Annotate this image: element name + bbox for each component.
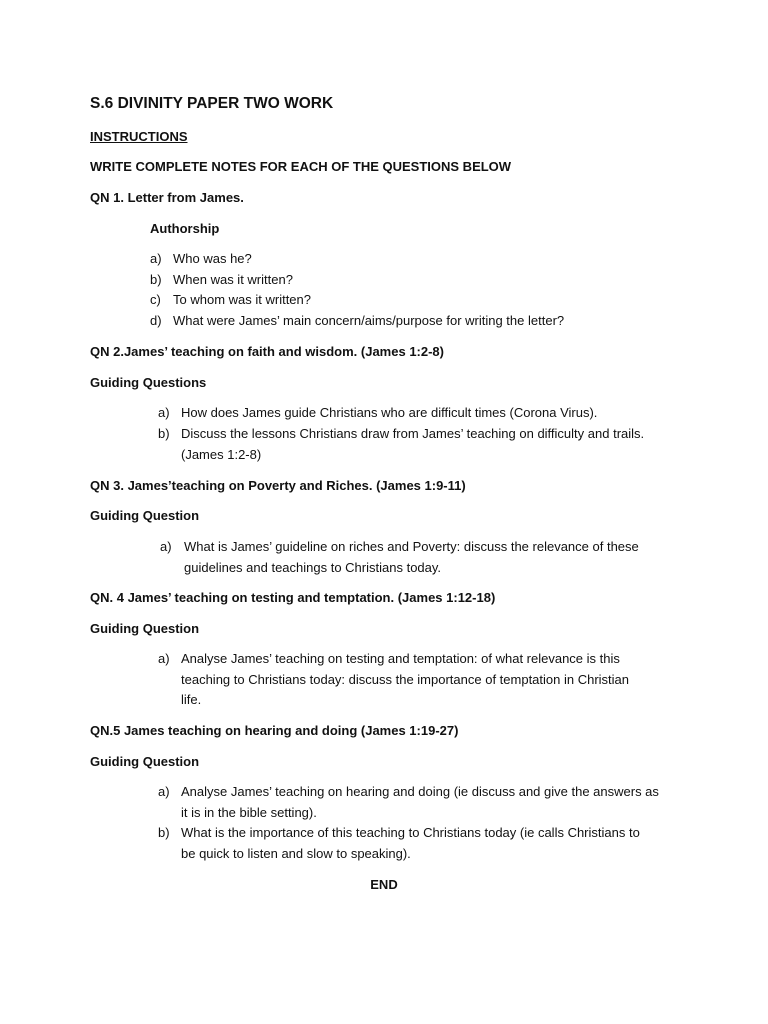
- q5-heading: QN.5 James teaching on hearing and doing (James 1:19-27): [90, 723, 459, 738]
- document-title: S.6 DIVINITY PAPER TWO WORK: [90, 95, 334, 112]
- list-item-text-continued: life.: [181, 692, 202, 707]
- list-marker: a): [158, 405, 170, 420]
- q2-subheading: Guiding Questions: [90, 375, 207, 390]
- list-marker: a): [150, 251, 162, 266]
- list-marker: a): [160, 539, 172, 554]
- q4-subheading: Guiding Question: [90, 621, 200, 636]
- list-marker: a): [158, 651, 170, 666]
- list-item-text-continued: (James 1:2-8): [181, 446, 262, 462]
- list-item-text-continued: it is in the bible setting).: [181, 804, 317, 820]
- list-marker: a): [158, 784, 170, 799]
- list-item-text: What is James’ guideline on riches and Poverty: discuss the relevance of these: [184, 539, 639, 554]
- list-item-text: Discuss the lessons Christians draw from James’ teaching on difficulty and trails.: [181, 426, 645, 441]
- list-item-text: To whom was it written?: [173, 292, 311, 307]
- list-item-text: Who was he?: [173, 251, 252, 266]
- q4-heading: QN. 4 James’ teaching on testing and temptation. (James 1:12-18): [90, 590, 496, 605]
- end-marker: END: [370, 877, 398, 892]
- list-marker: b): [158, 426, 170, 441]
- list-item-text-continued: guidelines and teachings to Christians today.: [184, 559, 442, 575]
- list-item-text: Analyse James’ teaching on testing and temptation: of what relevance is this: [181, 651, 620, 666]
- instructions-text: WRITE COMPLETE NOTES FOR EACH OF THE QUESTIONS BELOW: [90, 159, 512, 174]
- q3-heading: QN 3. James’teaching on Poverty and Riches. (James 1:9-11): [90, 478, 466, 493]
- list-marker: b): [150, 272, 162, 287]
- list-marker: c): [150, 292, 161, 307]
- list-item-text-continued: be quick to listen and slow to speaking).: [181, 845, 411, 861]
- q1-subheading: Authorship: [150, 221, 220, 236]
- list-marker: d): [150, 313, 162, 328]
- list-item-text: Analyse James’ teaching on hearing and doing (ie discuss and give the answers as: [181, 784, 659, 799]
- list-item-text: What were James’ main concern/aims/purpose for writing the letter?: [173, 313, 565, 328]
- q3-subheading: Guiding Question: [90, 508, 200, 523]
- list-item-text: What is the importance of this teaching to Christians today (ie calls Christians to: [181, 825, 640, 840]
- q1-heading: QN 1. Letter from James.: [90, 190, 244, 205]
- q2-heading: QN 2.James’ teaching on faith and wisdom. (James 1:2-8): [90, 344, 444, 359]
- list-item-text: When was it written?: [173, 272, 293, 287]
- list-item-text-continued: teaching to Christians today: discuss the importance of temptation in Christian: [181, 671, 630, 687]
- list-marker: b): [158, 825, 170, 840]
- q5-subheading: Guiding Question: [90, 754, 200, 769]
- instructions-heading: INSTRUCTIONS: [90, 129, 188, 144]
- list-item-text: How does James guide Christians who are difficult times (Corona Virus).: [181, 405, 598, 420]
